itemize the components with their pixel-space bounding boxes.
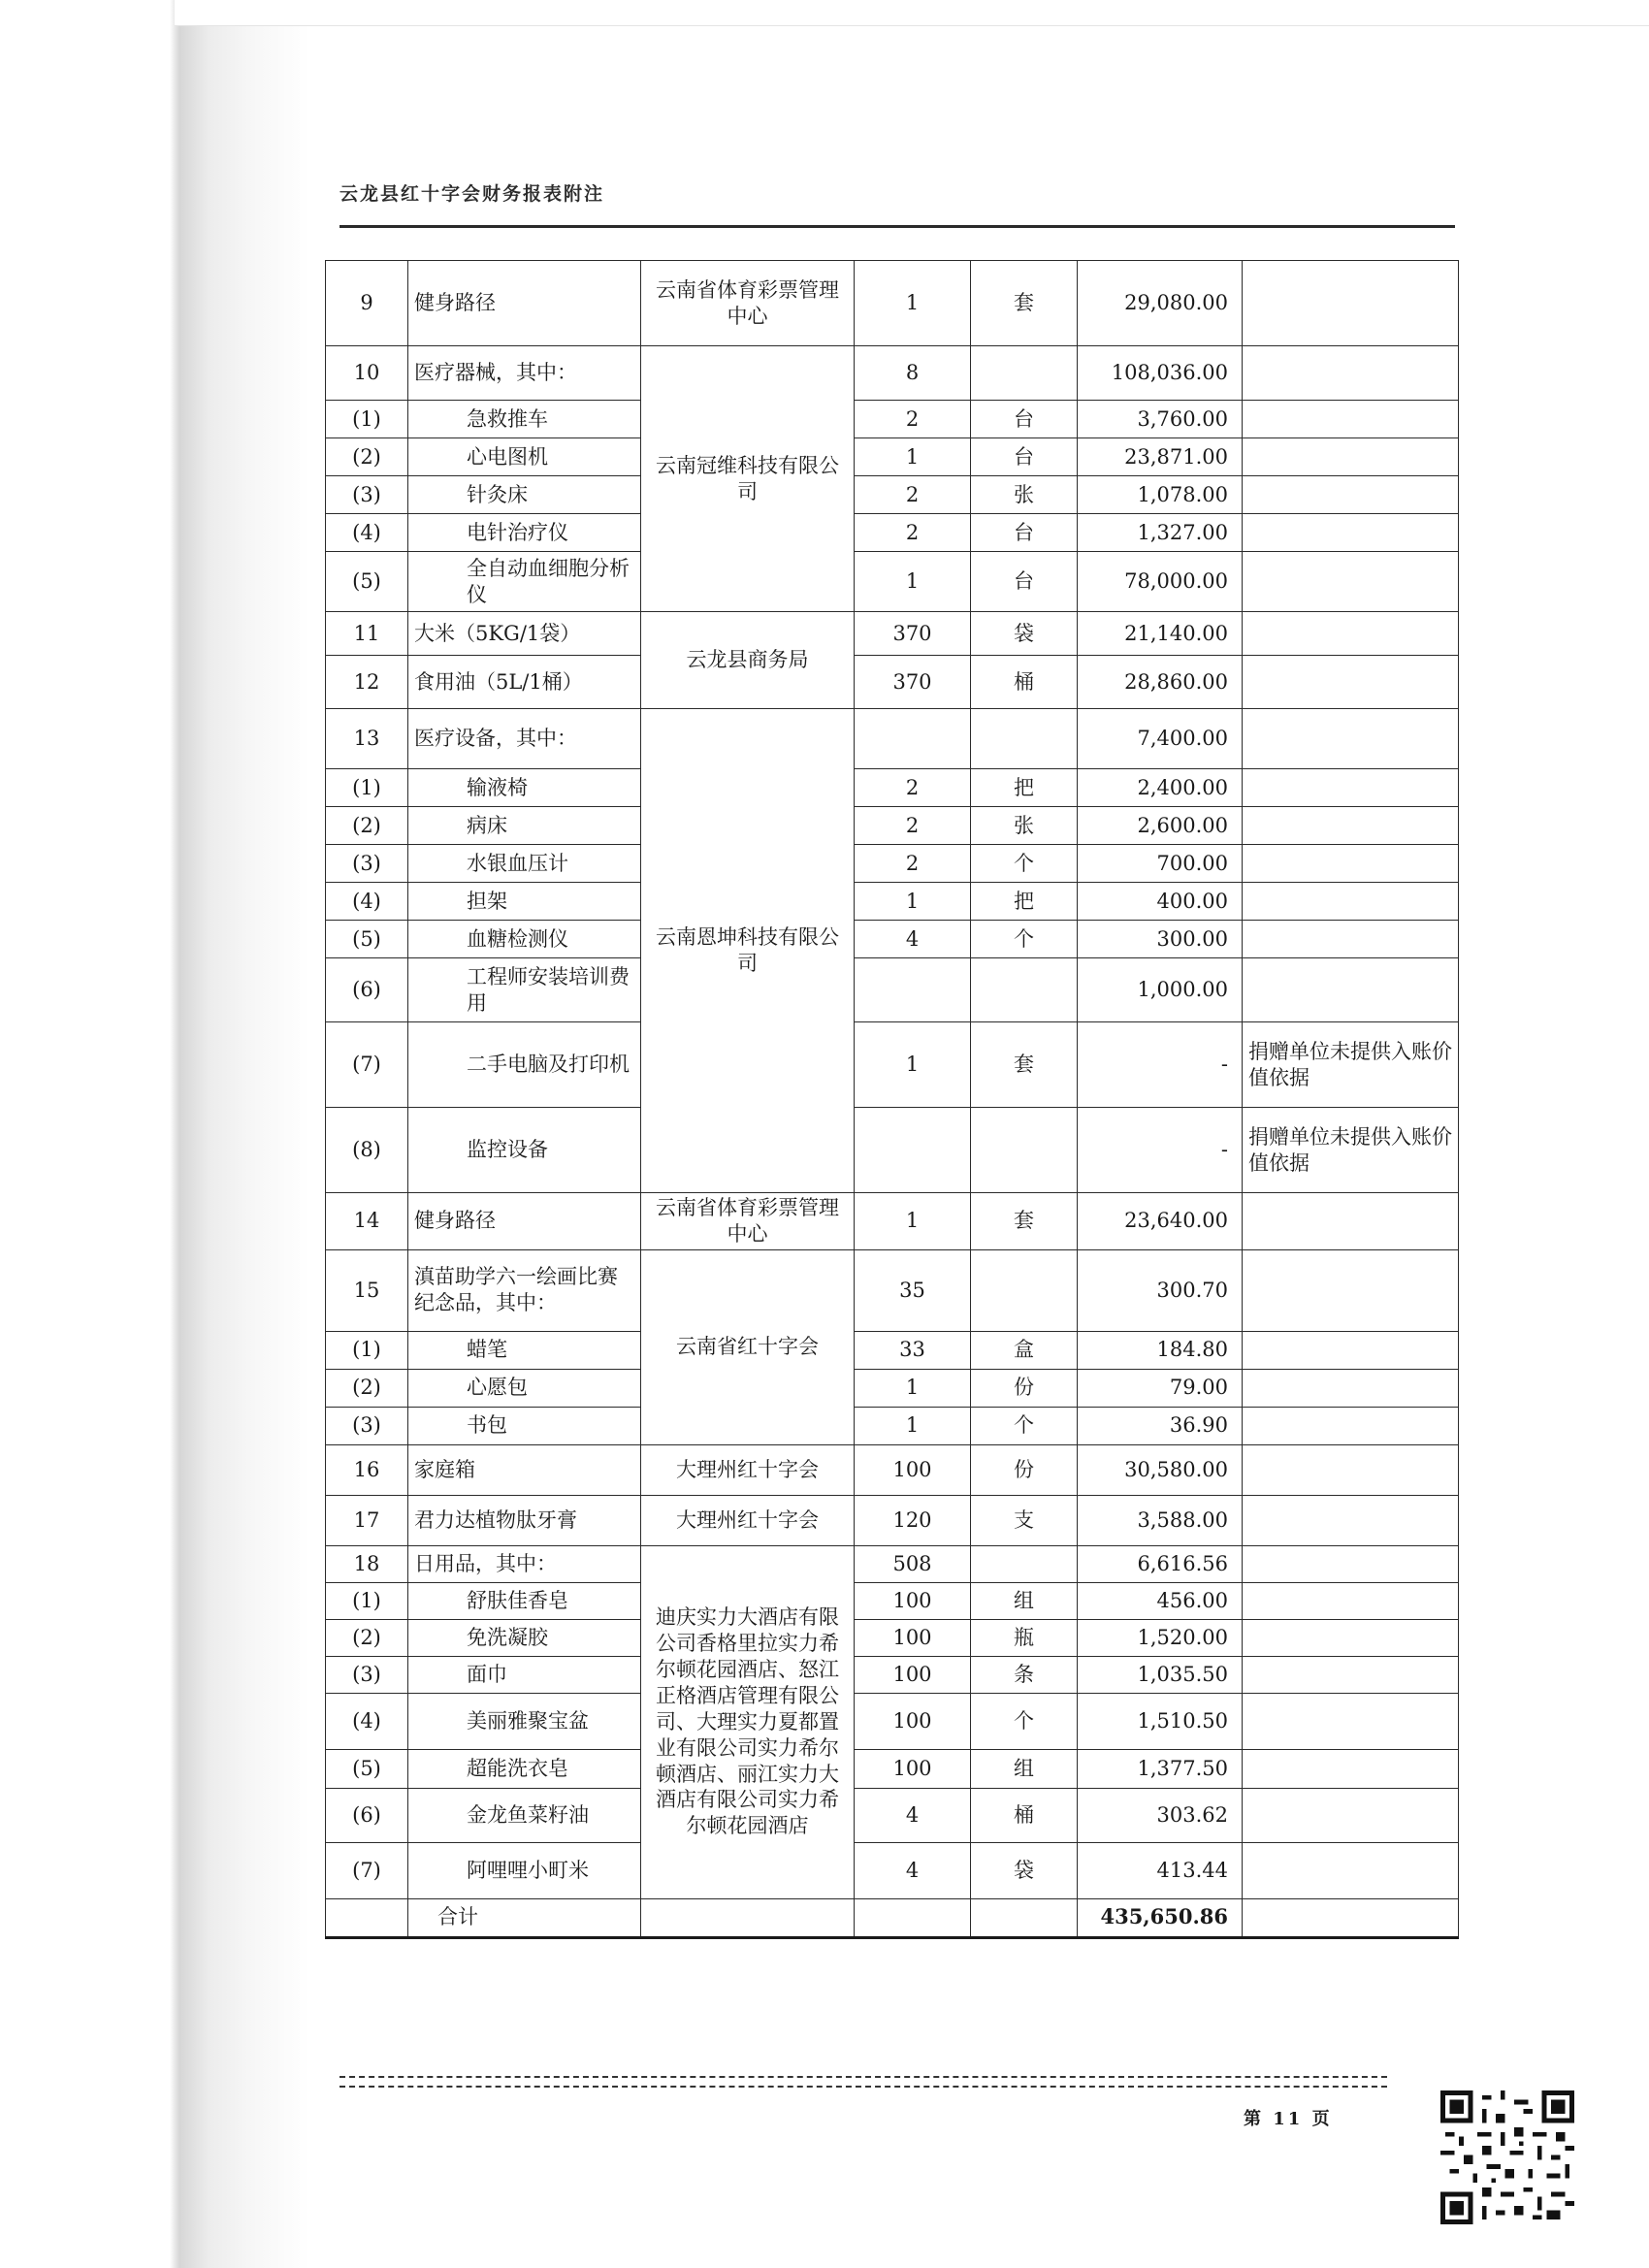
unit: 套 bbox=[971, 1193, 1078, 1250]
table-row bbox=[326, 1788, 1459, 1842]
item-name: 日用品，其中： bbox=[408, 1545, 641, 1582]
note bbox=[1243, 1788, 1459, 1842]
table-row bbox=[326, 1193, 1459, 1250]
row-no: (3) bbox=[326, 845, 408, 883]
item-name: 监控设备 bbox=[408, 1108, 641, 1193]
row-no: 10 bbox=[326, 346, 408, 401]
note bbox=[1243, 438, 1459, 476]
note bbox=[1243, 709, 1459, 769]
unit bbox=[971, 958, 1078, 1022]
amount: 23,640.00 bbox=[1078, 1193, 1243, 1250]
note bbox=[1243, 656, 1459, 709]
page-top-edge bbox=[175, 0, 1649, 26]
unit: 张 bbox=[971, 476, 1078, 514]
quantity: 1 bbox=[855, 1193, 971, 1250]
table-row bbox=[326, 1545, 1459, 1582]
row-no: (3) bbox=[326, 1407, 408, 1444]
item-name: 急救推车 bbox=[408, 401, 641, 438]
row-no: (5) bbox=[326, 1749, 408, 1788]
row-no: 11 bbox=[326, 612, 408, 656]
quantity: 2 bbox=[855, 476, 971, 514]
item-name: 舒肤佳香皂 bbox=[408, 1582, 641, 1619]
donor-name: 迪庆实力大酒店有限公司香格里拉实力希尔顿花园酒店、怒江正格酒店管理有限公司、大理实力夏都置业有限公司实力希尔顿酒店、丽江实力大酒店有限公司实力希尔顿花园酒店 bbox=[641, 1545, 855, 1898]
row-no: (4) bbox=[326, 1693, 408, 1749]
unit: 把 bbox=[971, 883, 1078, 921]
unit: 套 bbox=[971, 261, 1078, 346]
quantity: 100 bbox=[855, 1619, 971, 1656]
amount: 23,871.00 bbox=[1078, 438, 1243, 476]
page-header-title: 云龙县红十字会财务报表附注 bbox=[340, 183, 605, 205]
footer-rule bbox=[340, 2086, 1387, 2088]
item-name: 大米（5KG/1袋） bbox=[408, 612, 641, 656]
unit: 台 bbox=[971, 401, 1078, 438]
quantity bbox=[855, 958, 971, 1022]
quantity: 370 bbox=[855, 612, 971, 656]
table-row bbox=[326, 401, 1459, 438]
table-row bbox=[326, 1444, 1459, 1495]
donation-table bbox=[325, 260, 1459, 1939]
note bbox=[1243, 1495, 1459, 1545]
item-name: 医疗器械，其中： bbox=[408, 346, 641, 401]
row-no: 13 bbox=[326, 709, 408, 769]
row-no: (5) bbox=[326, 552, 408, 612]
note: 捐赠单位未提供入账价值依据 bbox=[1243, 1108, 1459, 1193]
table-row bbox=[326, 514, 1459, 552]
quantity: 2 bbox=[855, 807, 971, 845]
amount: 7,400.00 bbox=[1078, 709, 1243, 769]
note bbox=[1243, 1193, 1459, 1250]
donor-name: 大理州红十字会 bbox=[641, 1495, 855, 1545]
unit: 盒 bbox=[971, 1331, 1078, 1369]
note bbox=[1243, 1842, 1459, 1898]
table-row bbox=[326, 709, 1459, 769]
amount: 2,600.00 bbox=[1078, 807, 1243, 845]
table-row bbox=[326, 958, 1459, 1022]
table-row bbox=[326, 921, 1459, 958]
header-rule bbox=[340, 225, 1455, 228]
quantity: 1 bbox=[855, 552, 971, 612]
total-qty-cell bbox=[855, 1898, 971, 1937]
table-row bbox=[326, 1582, 1459, 1619]
quantity: 35 bbox=[855, 1249, 971, 1331]
donor-name: 大理州红十字会 bbox=[641, 1444, 855, 1495]
note bbox=[1243, 514, 1459, 552]
amount: 3,588.00 bbox=[1078, 1495, 1243, 1545]
table-row bbox=[326, 1842, 1459, 1898]
row-no: (3) bbox=[326, 1656, 408, 1693]
table-row bbox=[326, 883, 1459, 921]
quantity: 100 bbox=[855, 1693, 971, 1749]
quantity: 1 bbox=[855, 1369, 971, 1407]
total-donor-cell bbox=[641, 1898, 855, 1937]
row-no: (7) bbox=[326, 1842, 408, 1898]
item-name: 心愿包 bbox=[408, 1369, 641, 1407]
quantity: 120 bbox=[855, 1495, 971, 1545]
row-no: (6) bbox=[326, 1788, 408, 1842]
item-name: 医疗设备，其中： bbox=[408, 709, 641, 769]
note bbox=[1243, 1249, 1459, 1331]
item-name: 金龙鱼菜籽油 bbox=[408, 1788, 641, 1842]
amount: 108,036.00 bbox=[1078, 346, 1243, 401]
unit: 瓶 bbox=[971, 1619, 1078, 1656]
note bbox=[1243, 1545, 1459, 1582]
quantity: 4 bbox=[855, 1788, 971, 1842]
table-row bbox=[326, 1022, 1459, 1108]
unit: 桶 bbox=[971, 1788, 1078, 1842]
donor-name: 云南省红十字会 bbox=[641, 1249, 855, 1444]
amount: 79.00 bbox=[1078, 1369, 1243, 1407]
table-row bbox=[326, 1656, 1459, 1693]
table-row bbox=[326, 1619, 1459, 1656]
amount: 700.00 bbox=[1078, 845, 1243, 883]
item-name: 免洗凝胶 bbox=[408, 1619, 641, 1656]
row-no: 14 bbox=[326, 1193, 408, 1250]
quantity: 8 bbox=[855, 346, 971, 401]
quantity: 4 bbox=[855, 921, 971, 958]
row-no: (5) bbox=[326, 921, 408, 958]
amount: 3,760.00 bbox=[1078, 401, 1243, 438]
unit: 套 bbox=[971, 1022, 1078, 1108]
unit: 台 bbox=[971, 438, 1078, 476]
table-row bbox=[326, 807, 1459, 845]
note bbox=[1243, 921, 1459, 958]
table-row bbox=[326, 438, 1459, 476]
unit: 桶 bbox=[971, 656, 1078, 709]
quantity: 2 bbox=[855, 401, 971, 438]
item-name: 心电图机 bbox=[408, 438, 641, 476]
unit: 台 bbox=[971, 552, 1078, 612]
amount: - bbox=[1078, 1108, 1243, 1193]
page-number: 第 11 页 bbox=[1244, 2109, 1333, 2129]
amount: 1,000.00 bbox=[1078, 958, 1243, 1022]
unit: 个 bbox=[971, 845, 1078, 883]
amount: 6,616.56 bbox=[1078, 1545, 1243, 1582]
table-row bbox=[326, 552, 1459, 612]
note bbox=[1243, 769, 1459, 807]
donor-name: 云南冠维科技有限公司 bbox=[641, 346, 855, 612]
quantity: 1 bbox=[855, 261, 971, 346]
row-no: (7) bbox=[326, 1022, 408, 1108]
note bbox=[1243, 552, 1459, 612]
donor-name: 云南省体育彩票管理中心 bbox=[641, 261, 855, 346]
unit bbox=[971, 1545, 1078, 1582]
amount: 456.00 bbox=[1078, 1582, 1243, 1619]
note bbox=[1243, 1369, 1459, 1407]
unit: 个 bbox=[971, 921, 1078, 958]
item-name: 食用油（5L/1桶） bbox=[408, 656, 641, 709]
amount: 1,510.50 bbox=[1078, 1693, 1243, 1749]
row-no: (1) bbox=[326, 401, 408, 438]
amount: 30,580.00 bbox=[1078, 1444, 1243, 1495]
amount: 78,000.00 bbox=[1078, 552, 1243, 612]
unit: 张 bbox=[971, 807, 1078, 845]
row-no: (2) bbox=[326, 807, 408, 845]
item-name: 超能洗衣皂 bbox=[408, 1749, 641, 1788]
note bbox=[1243, 883, 1459, 921]
item-name: 阿哩哩小町米 bbox=[408, 1842, 641, 1898]
row-no: (4) bbox=[326, 514, 408, 552]
amount: 2,400.00 bbox=[1078, 769, 1243, 807]
table-row bbox=[326, 1495, 1459, 1545]
amount: 1,377.50 bbox=[1078, 1749, 1243, 1788]
item-name: 面巾 bbox=[408, 1656, 641, 1693]
item-name: 二手电脑及打印机 bbox=[408, 1022, 641, 1108]
amount: 400.00 bbox=[1078, 883, 1243, 921]
amount: 300.70 bbox=[1078, 1249, 1243, 1331]
quantity: 4 bbox=[855, 1842, 971, 1898]
unit bbox=[971, 1249, 1078, 1331]
quantity: 33 bbox=[855, 1331, 971, 1369]
item-name: 病床 bbox=[408, 807, 641, 845]
note bbox=[1243, 1407, 1459, 1444]
item-name: 健身路径 bbox=[408, 1193, 641, 1250]
note: 捐赠单位未提供入账价值依据 bbox=[1243, 1022, 1459, 1108]
amount: 21,140.00 bbox=[1078, 612, 1243, 656]
amount: 1,327.00 bbox=[1078, 514, 1243, 552]
item-name: 君力达植物肽牙膏 bbox=[408, 1495, 641, 1545]
table-row bbox=[326, 612, 1459, 656]
total-note-cell bbox=[1243, 1898, 1459, 1937]
unit: 支 bbox=[971, 1495, 1078, 1545]
note bbox=[1243, 1693, 1459, 1749]
table-row bbox=[326, 845, 1459, 883]
quantity: 1 bbox=[855, 1022, 971, 1108]
row-no: (3) bbox=[326, 476, 408, 514]
quantity: 100 bbox=[855, 1749, 971, 1788]
row-no: 17 bbox=[326, 1495, 408, 1545]
table-row bbox=[326, 261, 1459, 346]
total-no-cell bbox=[326, 1898, 408, 1937]
item-name: 美丽雅聚宝盆 bbox=[408, 1693, 641, 1749]
item-name: 针灸床 bbox=[408, 476, 641, 514]
table-row bbox=[326, 769, 1459, 807]
row-no: (8) bbox=[326, 1108, 408, 1193]
amount: 300.00 bbox=[1078, 921, 1243, 958]
unit: 组 bbox=[971, 1582, 1078, 1619]
note bbox=[1243, 476, 1459, 514]
unit: 个 bbox=[971, 1407, 1078, 1444]
item-name: 蜡笔 bbox=[408, 1331, 641, 1369]
amount: 413.44 bbox=[1078, 1842, 1243, 1898]
item-name: 担架 bbox=[408, 883, 641, 921]
quantity: 2 bbox=[855, 845, 971, 883]
row-no: 9 bbox=[326, 261, 408, 346]
item-name: 输液椅 bbox=[408, 769, 641, 807]
table-row bbox=[326, 1693, 1459, 1749]
row-no: 18 bbox=[326, 1545, 408, 1582]
quantity bbox=[855, 709, 971, 769]
quantity: 508 bbox=[855, 1545, 971, 1582]
footer-rule bbox=[340, 2076, 1387, 2078]
table-row bbox=[326, 346, 1459, 401]
quantity: 2 bbox=[855, 514, 971, 552]
note bbox=[1243, 958, 1459, 1022]
quantity: 100 bbox=[855, 1582, 971, 1619]
note bbox=[1243, 261, 1459, 346]
item-name: 书包 bbox=[408, 1407, 641, 1444]
total-unit-cell bbox=[971, 1898, 1078, 1937]
unit: 袋 bbox=[971, 1842, 1078, 1898]
amount: - bbox=[1078, 1022, 1243, 1108]
row-no: (1) bbox=[326, 1331, 408, 1369]
quantity: 1 bbox=[855, 438, 971, 476]
unit: 份 bbox=[971, 1369, 1078, 1407]
amount: 36.90 bbox=[1078, 1407, 1243, 1444]
table-row bbox=[326, 476, 1459, 514]
unit bbox=[971, 709, 1078, 769]
note bbox=[1243, 1582, 1459, 1619]
row-no: 12 bbox=[326, 656, 408, 709]
note bbox=[1243, 612, 1459, 656]
quantity: 100 bbox=[855, 1444, 971, 1495]
amount: 184.80 bbox=[1078, 1331, 1243, 1369]
table-row bbox=[326, 1407, 1459, 1444]
unit: 条 bbox=[971, 1656, 1078, 1693]
quantity: 370 bbox=[855, 656, 971, 709]
item-name: 全自动血细胞分析仪 bbox=[408, 552, 641, 612]
unit: 组 bbox=[971, 1749, 1078, 1788]
item-name: 电针治疗仪 bbox=[408, 514, 641, 552]
amount: 28,860.00 bbox=[1078, 656, 1243, 709]
note bbox=[1243, 1749, 1459, 1788]
donor-name: 云南恩坤科技有限公司 bbox=[641, 709, 855, 1193]
row-no: (2) bbox=[326, 438, 408, 476]
table-row bbox=[326, 656, 1459, 709]
row-no: (6) bbox=[326, 958, 408, 1022]
row-no: (2) bbox=[326, 1369, 408, 1407]
item-name: 健身路径 bbox=[408, 261, 641, 346]
row-no: (1) bbox=[326, 1582, 408, 1619]
note bbox=[1243, 1656, 1459, 1693]
total-label: 合计 bbox=[408, 1898, 641, 1937]
table-row bbox=[326, 1249, 1459, 1331]
amount: 303.62 bbox=[1078, 1788, 1243, 1842]
unit: 个 bbox=[971, 1693, 1078, 1749]
note bbox=[1243, 1444, 1459, 1495]
note bbox=[1243, 1619, 1459, 1656]
note bbox=[1243, 845, 1459, 883]
unit bbox=[971, 1108, 1078, 1193]
donor-name: 云南省体育彩票管理中心 bbox=[641, 1193, 855, 1250]
note bbox=[1243, 346, 1459, 401]
unit bbox=[971, 346, 1078, 401]
amount: 1,520.00 bbox=[1078, 1619, 1243, 1656]
item-name: 家庭箱 bbox=[408, 1444, 641, 1495]
table-row bbox=[326, 1369, 1459, 1407]
table-row bbox=[326, 1331, 1459, 1369]
item-name: 血糖检测仪 bbox=[408, 921, 641, 958]
amount: 29,080.00 bbox=[1078, 261, 1243, 346]
row-no: 16 bbox=[326, 1444, 408, 1495]
row-no: (1) bbox=[326, 769, 408, 807]
quantity: 1 bbox=[855, 883, 971, 921]
note bbox=[1243, 807, 1459, 845]
unit: 袋 bbox=[971, 612, 1078, 656]
item-name: 工程师安装培训费用 bbox=[408, 958, 641, 1022]
row-no: (4) bbox=[326, 883, 408, 921]
note bbox=[1243, 401, 1459, 438]
total-amount: 435,650.86 bbox=[1078, 1898, 1243, 1937]
total-row bbox=[326, 1898, 1459, 1937]
unit: 台 bbox=[971, 514, 1078, 552]
quantity: 100 bbox=[855, 1656, 971, 1693]
table-row bbox=[326, 1108, 1459, 1193]
qr-code-icon bbox=[1440, 2090, 1574, 2224]
amount: 1,078.00 bbox=[1078, 476, 1243, 514]
row-no: 15 bbox=[326, 1249, 408, 1331]
unit: 份 bbox=[971, 1444, 1078, 1495]
row-no: (2) bbox=[326, 1619, 408, 1656]
quantity: 1 bbox=[855, 1407, 971, 1444]
quantity: 2 bbox=[855, 769, 971, 807]
unit: 把 bbox=[971, 769, 1078, 807]
donor-name: 云龙县商务局 bbox=[641, 612, 855, 709]
amount: 1,035.50 bbox=[1078, 1656, 1243, 1693]
quantity bbox=[855, 1108, 971, 1193]
item-name: 水银血压计 bbox=[408, 845, 641, 883]
item-name: 滇苗助学六一绘画比赛纪念品，其中： bbox=[408, 1249, 641, 1331]
note bbox=[1243, 1331, 1459, 1369]
table-row bbox=[326, 1749, 1459, 1788]
